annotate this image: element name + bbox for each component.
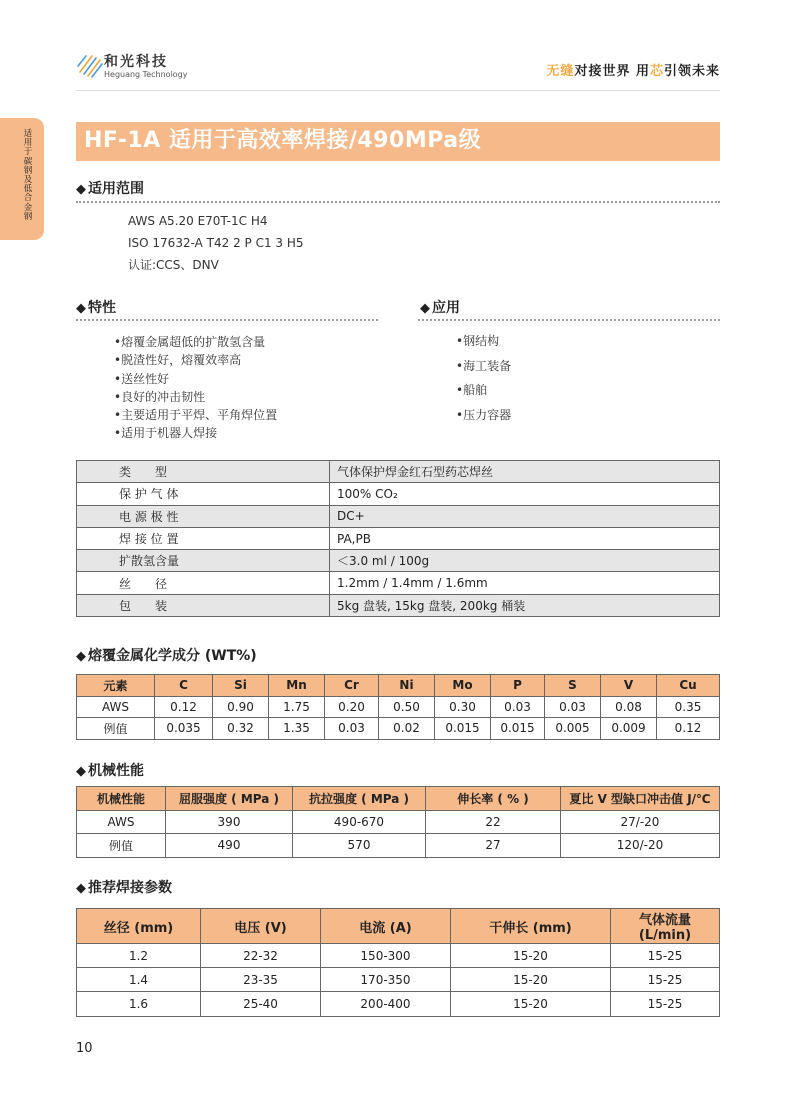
table-row [77, 527, 720, 549]
application-item: • 压力容器 [456, 403, 511, 428]
table-header-cell: 电流 (A) [321, 909, 451, 944]
diamond-icon: ◆ [76, 881, 86, 896]
feature-item: • 良好的冲击韧性 [114, 388, 277, 406]
table-cell: 0.30 [435, 696, 491, 718]
properties-table [76, 460, 720, 617]
table-cell: 150-300 [321, 944, 451, 968]
property-value: 1.2mm / 1.4mm / 1.6mm [330, 572, 720, 594]
application-item: • 船舶 [456, 378, 511, 403]
table-cell: 0.08 [601, 696, 657, 718]
table-header-row [77, 787, 720, 811]
brand-name-cn: 和光科技 [104, 54, 168, 70]
scope-list [128, 210, 304, 276]
table-cell: 0.005 [545, 718, 601, 740]
table-header-cell: Cr [325, 675, 379, 697]
table-cell: 27/-20 [561, 810, 720, 834]
table-cell: 例值 [77, 834, 166, 858]
property-key: 保 护 气 体 [77, 483, 330, 505]
table-header-cell: Ni [379, 675, 435, 697]
property-value: PA,PB [330, 527, 720, 549]
table-cell: 1.75 [269, 696, 325, 718]
features-heading: ◆ 特性 [76, 300, 116, 316]
table-header-row [77, 909, 720, 944]
table-cell: 0.035 [155, 718, 213, 740]
table-header-cell: 元素 [77, 675, 155, 697]
table-header-cell: 机械性能 [77, 787, 166, 811]
table-cell: 22-32 [201, 944, 321, 968]
table-cell: 0.12 [657, 718, 720, 740]
table-row [77, 594, 720, 616]
chem-heading: ◆ 熔覆金属化学成分 (WT%) [76, 648, 257, 664]
table-header-cell: 抗拉强度 ( MPa ) [293, 787, 426, 811]
table-cell: 15-25 [611, 992, 720, 1016]
table-cell: 1.35 [269, 718, 325, 740]
table-cell: 0.90 [213, 696, 269, 718]
table-row [77, 834, 720, 858]
application-item: • 海工装备 [456, 354, 511, 379]
table-cell: 0.009 [601, 718, 657, 740]
table-cell: 例值 [77, 718, 155, 740]
property-value: 5kg 盘装, 15kg 盘装, 200kg 桶装 [330, 594, 720, 616]
table-row [77, 944, 720, 968]
table-header-cell: 屈服强度 ( MPa ) [166, 787, 293, 811]
table-cell: 15-20 [451, 944, 611, 968]
slogan: 无缝对接世界 用芯引领未来 [546, 64, 720, 79]
feature-item: • 熔覆金属超低的扩散氢含量 [114, 333, 277, 351]
page-number: 10 [76, 1041, 93, 1056]
table-header-cell: 电压 (V) [201, 909, 321, 944]
table-cell: 0.02 [379, 718, 435, 740]
table-cell: 0.20 [325, 696, 379, 718]
table-cell: 0.50 [379, 696, 435, 718]
features-list [114, 333, 277, 443]
mech-table [76, 786, 720, 858]
diamond-icon: ◆ [420, 301, 430, 316]
scope-line: AWS A5.20 E70T-1C H4 [128, 214, 268, 228]
table-row [77, 483, 720, 505]
brand-logo-icon [76, 50, 106, 80]
brand-name-en: Heguang Technology [104, 70, 188, 79]
chem-table [76, 674, 720, 740]
section-divider [76, 319, 378, 321]
diamond-icon: ◆ [76, 182, 86, 197]
table-cell: 27 [426, 834, 561, 858]
table-cell: 0.03 [325, 718, 379, 740]
table-header-cell: P [491, 675, 545, 697]
property-value: 气体保护焊金红石型药芯焊丝 [330, 461, 720, 483]
property-key: 包 装 [77, 594, 330, 616]
table-cell: AWS [77, 810, 166, 834]
table-header-cell: 伸长率 ( % ) [426, 787, 561, 811]
table-cell: 120/-20 [561, 834, 720, 858]
property-value: 100% CO₂ [330, 483, 720, 505]
feature-item: • 适用于机器人焊接 [114, 424, 277, 442]
scope-heading: ◆ 适用范围 [76, 181, 144, 197]
table-row [77, 550, 720, 572]
page-title: HF-1A 适用于高效率焊接/490MPa级 [84, 128, 482, 153]
table-header-cell: 夏比 V 型缺口冲击值 J/℃ [561, 787, 720, 811]
table-cell: AWS [77, 696, 155, 718]
table-cell: 170-350 [321, 968, 451, 992]
table-cell: 570 [293, 834, 426, 858]
applications-list [456, 329, 511, 427]
property-key: 电 源 极 性 [77, 505, 330, 527]
table-row [77, 572, 720, 594]
table-cell: 15-20 [451, 992, 611, 1016]
property-key: 类 型 [77, 461, 330, 483]
table-cell: 0.32 [213, 718, 269, 740]
table-row [77, 505, 720, 527]
mech-heading: ◆ 机械性能 [76, 763, 144, 779]
table-cell: 1.4 [77, 968, 201, 992]
property-value: ＜3.0 ml / 100g [330, 550, 720, 572]
table-cell: 25-40 [201, 992, 321, 1016]
property-key: 焊 接 位 置 [77, 527, 330, 549]
table-cell: 490-670 [293, 810, 426, 834]
table-header-cell: C [155, 675, 213, 697]
table-cell: 390 [166, 810, 293, 834]
table-row [77, 810, 720, 834]
table-header-cell: Si [213, 675, 269, 697]
table-header-cell: 丝径 (mm) [77, 909, 201, 944]
table-cell: 1.6 [77, 992, 201, 1016]
table-cell: 490 [166, 834, 293, 858]
feature-item: • 脱渣性好，熔覆效率高 [114, 351, 277, 369]
property-value: DC+ [330, 505, 720, 527]
scope-line: ISO 17632-A T42 2 P C1 3 H5 [128, 236, 304, 250]
table-cell: 200-400 [321, 992, 451, 1016]
feature-item: • 主要适用于平焊、平角焊位置 [114, 406, 277, 424]
section-divider [418, 319, 720, 321]
property-key: 扩散氢含量 [77, 550, 330, 572]
table-row [77, 992, 720, 1016]
table-row [77, 696, 720, 718]
table-cell: 0.015 [435, 718, 491, 740]
table-header-row [77, 675, 720, 697]
table-header-cell: Mo [435, 675, 491, 697]
diamond-icon: ◆ [76, 764, 86, 779]
weld-heading: ◆ 推荐焊接参数 [76, 880, 172, 896]
table-cell: 0.015 [491, 718, 545, 740]
table-cell: 15-25 [611, 944, 720, 968]
table-header-cell: S [545, 675, 601, 697]
table-cell: 1.2 [77, 944, 201, 968]
table-cell: 15-20 [451, 968, 611, 992]
side-category-label: 适用于碳钢及低合金钢 [23, 129, 33, 222]
table-cell: 0.35 [657, 696, 720, 718]
weld-table [76, 908, 720, 1017]
table-row [77, 461, 720, 483]
property-key: 丝 径 [77, 572, 330, 594]
table-cell: 0.03 [545, 696, 601, 718]
table-header-cell: 干伸长 (mm) [451, 909, 611, 944]
table-header-cell: Mn [269, 675, 325, 697]
feature-item: • 送丝性好 [114, 370, 277, 388]
table-header-cell: V [601, 675, 657, 697]
table-cell: 23-35 [201, 968, 321, 992]
table-row [77, 718, 720, 740]
table-cell: 15-25 [611, 968, 720, 992]
table-header-cell: Cu [657, 675, 720, 697]
application-item: • 钢结构 [456, 329, 511, 354]
table-cell: 22 [426, 810, 561, 834]
table-header-cell: 气体流量 (L/min) [611, 909, 720, 944]
table-row [77, 968, 720, 992]
applications-heading: ◆ 应用 [420, 300, 460, 316]
header-divider [76, 90, 720, 91]
table-cell: 0.12 [155, 696, 213, 718]
diamond-icon: ◆ [76, 301, 86, 316]
scope-line: 认证:CCS、DNV [128, 258, 219, 272]
section-divider [76, 201, 720, 203]
diamond-icon: ◆ [76, 649, 86, 664]
table-cell: 0.03 [491, 696, 545, 718]
